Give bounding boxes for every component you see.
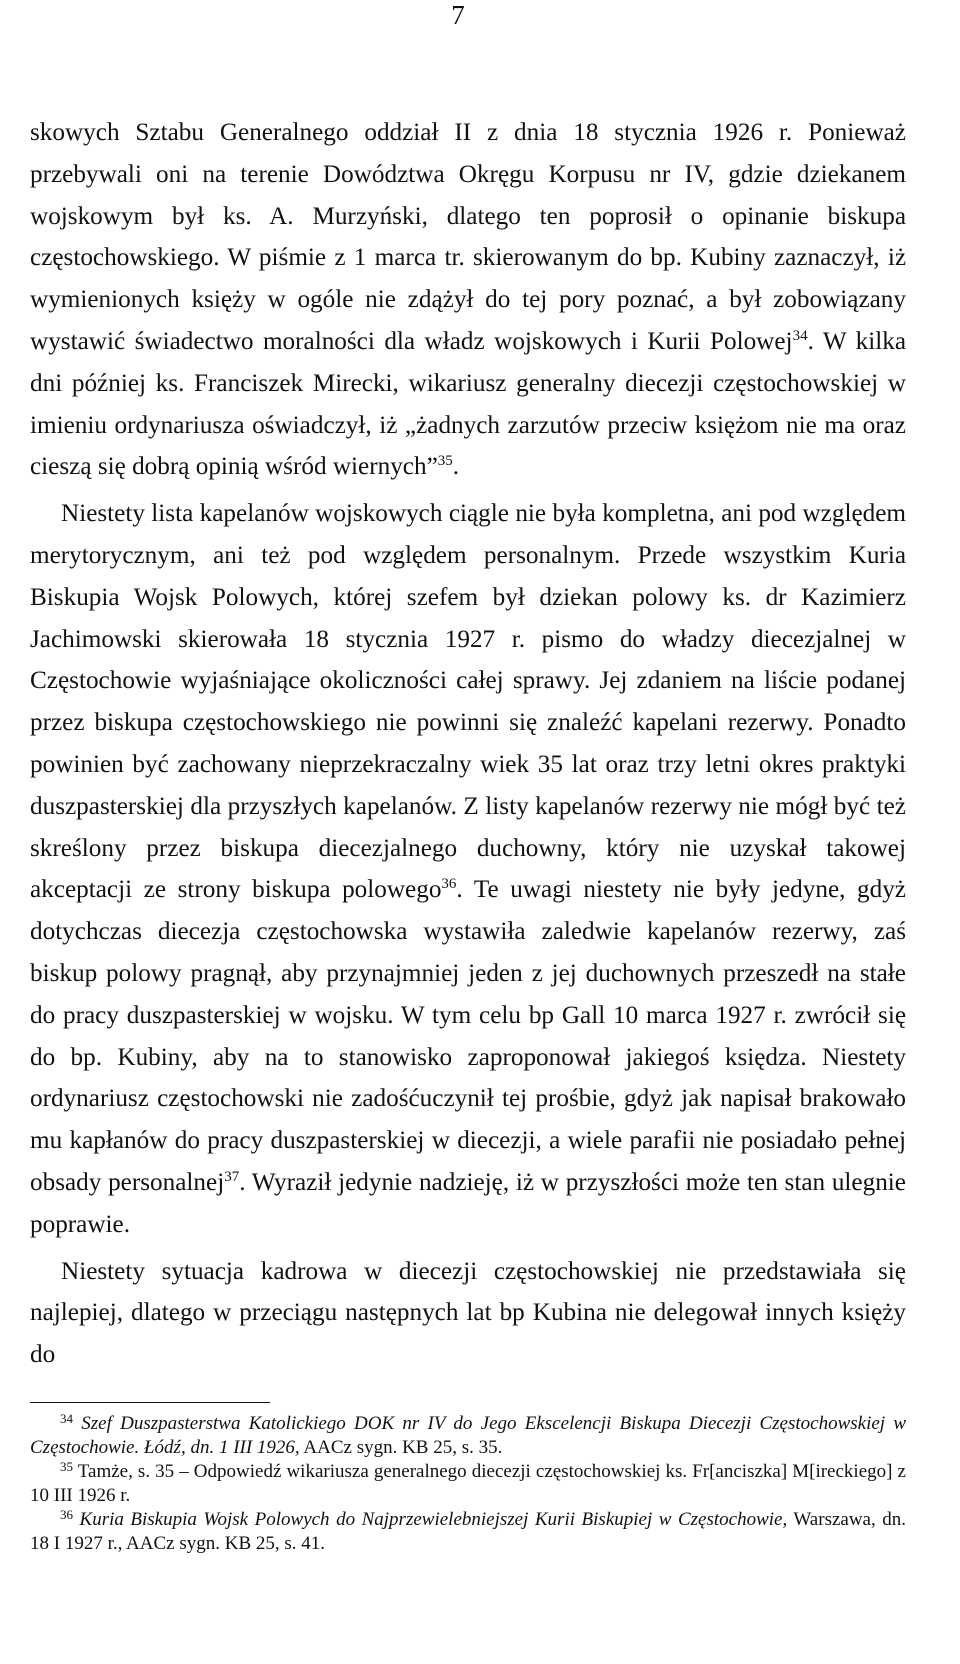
paragraph-3 — [30, 1251, 906, 1376]
footnote-reference[interactable]: 36 — [441, 876, 457, 893]
footnote-text: AACz sygn. KB 25, s. 35. — [299, 1437, 503, 1458]
footnote-number: 35 — [60, 1459, 73, 1474]
footnote-divider — [30, 1402, 270, 1403]
footnote-text: Warszawa, dn. 18 I 1927 r., AACz sygn. KB 25, s. 41. — [30, 1509, 907, 1554]
text-segment: . — [452, 453, 460, 481]
body-text — [30, 112, 906, 1376]
paragraph-2 — [30, 493, 906, 1245]
text-segment: Niestety sytuacja kadrowa w diecezji częstochowskiej nie przedstawiała się najlepiej, dlatego w przeciągu następnych lat bp Kubina nie delegował innych księży do — [30, 1257, 906, 1369]
footnote-36 — [30, 1508, 906, 1556]
footnote-35 — [30, 1460, 906, 1508]
footnote-italic-text: Szef Duszpasterstwa Katolickiego DOK nr IV do Jego Ekscelencji Biskupa Diecezji Częstochowskiej w Częstochowie. Łódź, dn. 1 III 1926, — [30, 1413, 906, 1458]
text-segment: . Te uwagi niestety nie były jedyne, gdyż dotychczas diecezja częstochowska wystawiła zaledwie kapelanów rezerwy, zaś biskup polowy pragnął, aby przynajmniej jeden z jej duchownych przeszedł na stałe do pracy duszpasterskiej w wojsku. W tym celu bp Gall 10 marca 1927 r. zwrócił się do bp. Kubiny, aby na to stanowisko zaproponował jakiegoś księdza. Niestety ordynariusz częstochowski nie zadośćuczynił tej prośbie, gdyż jak napisał brakowało mu kapłanów do pracy duszpasterskiej w diecezji, a wiele parafii nie posiadało pełnej obsady personalnej — [30, 876, 906, 1196]
footnote-reference[interactable]: 34 — [792, 327, 808, 344]
footnote-text: Tamże, s. 35 – Odpowiedź wikariusza generalnego diecezji częstochowskiej ks. Fr[anciszka] M[ireckiego] z 10 III 1926 r. — [30, 1461, 906, 1506]
footnote-number: 34 — [60, 1411, 73, 1426]
footnote-34 — [30, 1412, 906, 1460]
footnote-reference[interactable]: 35 — [437, 453, 453, 470]
page-number: 7 — [451, 0, 465, 30]
paragraph-1 — [30, 112, 906, 488]
footnote-reference[interactable]: 37 — [224, 1168, 240, 1185]
footnote-number: 36 — [60, 1507, 73, 1522]
text-segment: . W kilka dni później ks. Franciszek Mirecki, wikariusz generalny diecezji częstochowskiej w imieniu ordynariusza oświadczył, iż „żadnych zarzutów przeciw księżom nie ma oraz cieszą się dobrą opinią wśród wiernych” — [30, 327, 906, 481]
footnote-italic-text: Kuria Biskupia Wojsk Polowych do Najprzewielebniejszej Kurii Biskupiej w Częstochowie, — [79, 1509, 788, 1530]
text-segment: Niestety lista kapelanów wojskowych ciągle nie była kompletna, ani pod względem merytorycznym, ani też pod względem personalnym. Przede wszystkim Kuria Biskupia Wojsk Polowych, której szefem był dziekan polowy ks. dr Kazimierz Jachimowski skierowała 18 stycznia 1927 r. pismo do władzy diecezjalnej w Częstochowie wyjaśniające okoliczności całej sprawy. Jej zdaniem na liście podanej przez biskupa częstochowskiego nie powinni się znaleźć kapelani rezerwy. Ponadto powinien być zachowany nieprzekraczalny wiek 35 lat oraz trzy letni okres praktyki duszpasterskiej dla przyszłych kapelanów. Z listy kapelanów rezerwy nie mógł być też skreślony przez biskupa diecezjalnego duchowny, który nie uzyskał takowej akceptacji ze strony biskupa polowego — [30, 500, 906, 904]
text-segment: . Wyraził jedynie nadzieję, iż w przyszłości może ten stan ulegnie poprawie. — [30, 1168, 906, 1238]
text-segment: skowych Sztabu Generalnego oddział II z dnia 18 stycznia 1926 r. Ponieważ przebywali oni na terenie Dowództwa Okręgu Korpusu nr IV, gdzie dziekanem wojskowym był ks. A. Murzyński, dlatego ten poprosił o opinanie biskupa częstochowskiego. W piśmie z 1 marca tr. skierowanym do bp. Kubiny zaznaczył, iż wymienionych księży w ogóle nie zdążył do tej pory poznać, a był zobowiązany wystawić świadectwo moralności dla władz wojskowych i Kurii Polowej — [30, 119, 906, 355]
footnotes — [30, 1412, 906, 1556]
